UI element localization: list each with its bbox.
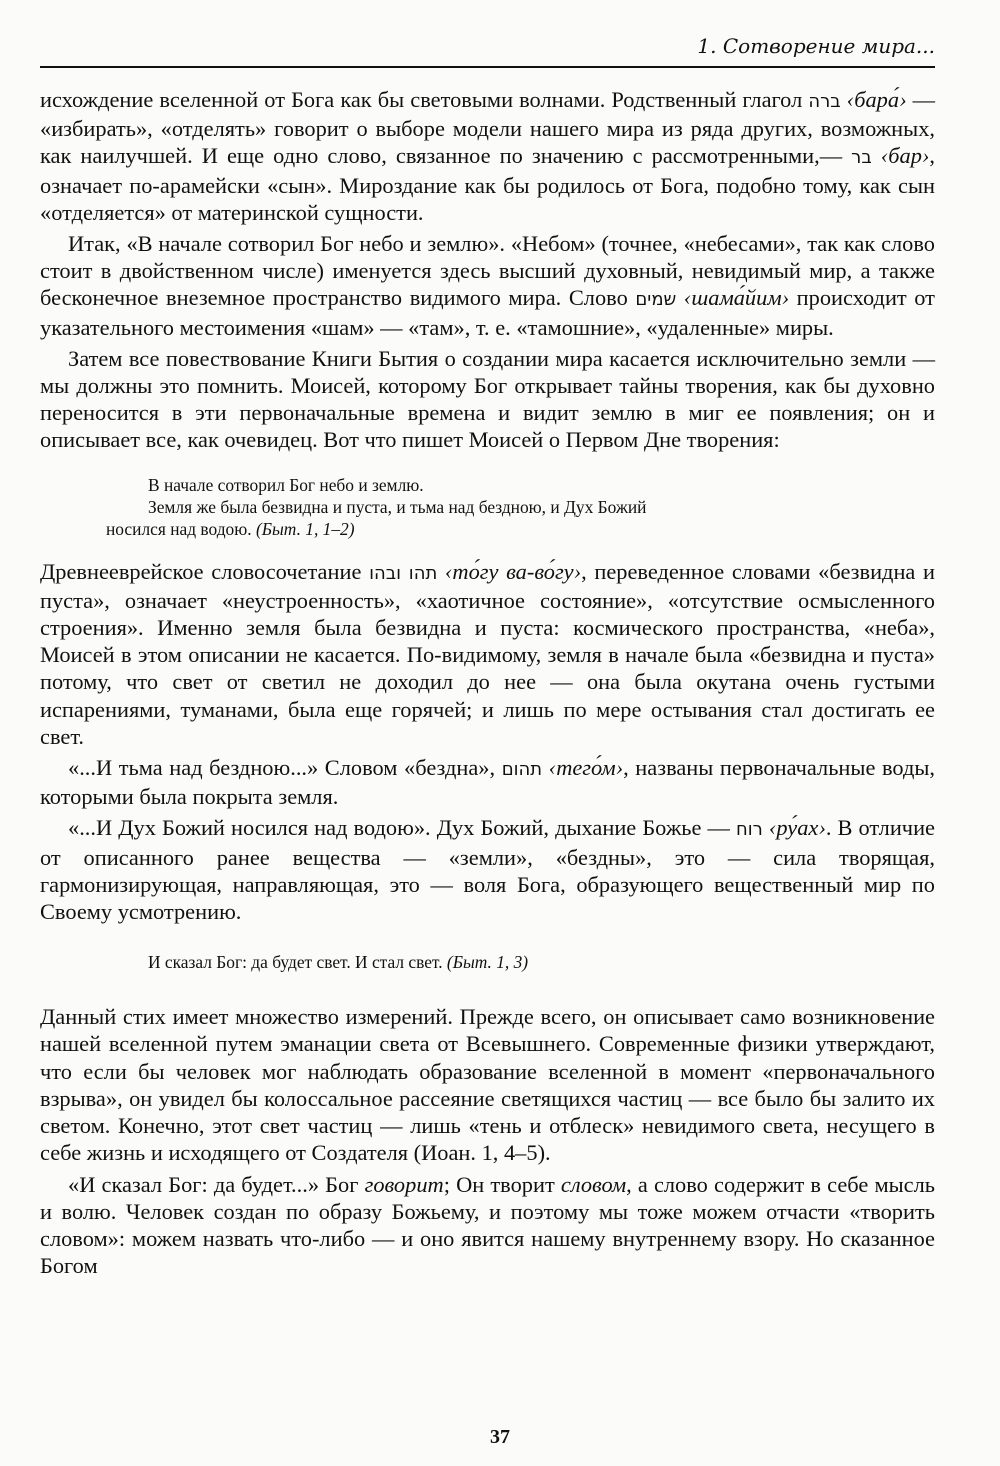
paragraph-1 [40,86,935,226]
paragraph-2 [40,230,935,341]
text-span: И сказал Бог: да будет свет. И стал свет. [148,952,443,973]
text-span: происходит от указательного местоимения «шам» — «там», т. е. «тамошние», «удаленные» миры. [40,285,935,340]
text-span: , переведенное словами «безвидна и пуста», означает «неустроенность», «хаотичное состояние», «отсутствие осмысленного строения». Именно земля была безвидна и пуста: космического пространства, «неба», Моисей в этом описании не касается. По-видимому, земля в начале была «безвидна и пуста» потому, что свет от светил не доходил до нее — она была окутана очень густыми испарениями, туманами, была еще горячей; и лишь по мере остывания стал достигать ее свет. [40,558,936,749]
text-span: ; Он творит [443,1171,555,1197]
text-span: . В отличие от описанного ранее вещества — «земли», «бездны», это — сила творящая, гармонизирующая, направляющая, это — воля Бога, образующего вещественный мир по Своему усмотрению. [40,815,935,925]
scripture-quote-1 [40,474,935,540]
hebrew-word: תהו ובהו [369,562,438,584]
text-span: Данный стих имеет множество измерений. Прежде всего, он описывает само возникновение нашей вселенной путем эманации света от Всевышнего. Современные физики утверждают, что если бы человек мог наблюдать образование вселенной в момент «первоначального взрыва», он увидел бы колоссальное рассеяние светящихся частиц — все было бы залито их светом. Конечно, этот свет частиц — лишь «тень и отблеск» невидимого света, несущего в себе жизнь и исходящего от Создателя (Иоан. 1, 4–5). [40,1004,935,1166]
page-number: 37 [490,1426,510,1448]
scripture-reference: (Быт. 1, 1–2) [255,518,355,539]
text-span: «И сказал Бог: да будет...» Бог [68,1171,359,1197]
hebrew-word: בר [851,147,872,169]
transliteration: ‹шама́йим› [683,285,790,311]
hebrew-word: ברה [808,91,841,112]
text-span: Итак, «В начале сотворил Бог небо и землю». «Небом» (точнее, «небесами», так как слово стоит в двойственном числе) именуется здесь высший духовный, невидимый мир, а также бесконечное внеземное пространство видимого мира. Слово [40,231,935,311]
quote-line: Земля же была безвидна и пуста, и тьма над бездною, и Дух Божий [148,496,647,517]
text-span: , а слово содержит в себе мысль и волю. Человек создан по образу Божьему, и поэтому мы тоже можем отчасти «творить словом»: можем назвать что-либо — и оно явится нашему внутреннему взору. Но сказанное Богом [40,1171,935,1279]
paragraph-4 [40,558,935,750]
page-body [40,86,935,1283]
quote-line [40,518,935,540]
text-span: — «избирать», «отделять» говорит о выборе модели нашего мира из ряда других, возможных, как наилучшей. И еще одно слово, связанное по значению с рассмотренными,— [40,87,936,169]
transliteration: ‹бар› [880,143,930,169]
running-header [40,30,935,68]
quote-line: В начале сотворил Бог небо и землю. [148,474,424,495]
text-span: «...И тьма над бездною...» Словом «бездна», [68,755,496,781]
text-span: , означает по-арамейски «сын». Мироздание как бы родилось от Бога, подобно тому, как сын «отделяется» от материнской сущности. [40,143,935,225]
hebrew-word: תהום [501,759,543,781]
quote-line [40,951,935,973]
hebrew-word: שמים [635,289,677,311]
emphasis: говорит [364,1171,444,1197]
transliteration: ‹бара́› [846,87,907,112]
paragraph-7 [40,1003,935,1166]
text-span: «...И Дух Божий носился над водою». Дух Божий, дыхание Божье — [68,815,730,841]
paragraph-3 [40,345,935,454]
scripture-quote-2 [40,951,935,973]
paragraph-5 [40,754,935,810]
scripture-reference: (Быт. 1, 3) [446,952,529,973]
text-span: Древнееврейское словосочетание [40,558,362,584]
paragraph-8 [40,1171,935,1280]
paragraph-6 [40,814,935,925]
text-span: носился над водою. [106,518,252,539]
text-span: , названы первоначальные воды, которыми была покрыта земля. [40,755,935,810]
transliteration: ‹то́гу ва-во́гу› [444,558,582,584]
emphasis: словом [560,1171,627,1197]
text-span: исхождение вселенной от Бога как бы световыми волнами. Родственный глагол [40,87,803,112]
text-span: Затем все повествование Книги Бытия о создании мира касается исключительно земли — мы должны это помнить. Моисей, которому Бог открывает тайны творения, как бы духовно переносится в эти первоначальные времена и видит землю в миг ее появления; он и описывает все, как очевидец. Вот что пишет Моисей о Первом Дне творения: [40,345,935,453]
transliteration: ‹тего́м› [548,755,624,781]
transliteration: ‹ру́ах› [768,815,826,841]
hebrew-word: רוח [736,819,763,841]
running-title: 1. Сотворение мира... [697,34,935,58]
